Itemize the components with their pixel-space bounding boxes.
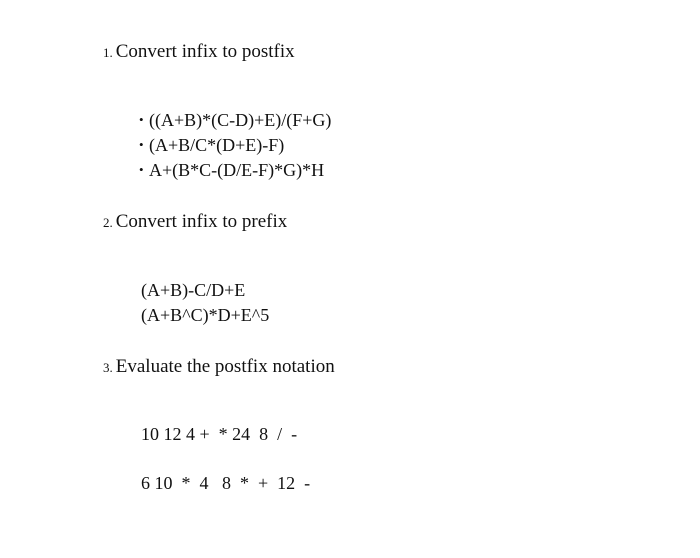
question-2-item — [123, 284, 269, 347]
question-3-number: 3. — [103, 360, 113, 375]
expression-text: A+(B*C-(D/E-F)*G)*H — [149, 160, 325, 180]
expression-text: ((A+B)*(C-D)+E)/(F+G) — [149, 110, 332, 130]
question-3-title: Evaluate the postfix notation — [115, 356, 335, 377]
question-2-title: Convert infix to prefix — [115, 211, 288, 232]
expression-text: (A+B)-C/D+E — [141, 280, 246, 300]
expression-text: 10 12 4 + * 24 8 / - — [141, 424, 298, 444]
question-2-heading — [103, 211, 287, 234]
bullet-icon: • — [139, 162, 144, 177]
bullet-icon: • — [139, 137, 144, 152]
question-1-number: 1. — [103, 45, 113, 60]
question-2-number: 2. — [103, 215, 113, 230]
expression-text: 6 10 * 4 8 * + 12 - — [141, 473, 311, 493]
question-3-heading — [103, 356, 335, 379]
question-3-item — [123, 452, 310, 515]
bullet-icon: • — [139, 112, 144, 127]
expression-text: (A+B/C*(D+E)-F) — [149, 135, 285, 155]
question-1-heading — [103, 41, 295, 64]
expression-text: (A+B^C)*D+E^5 — [141, 305, 270, 325]
question-1-item — [121, 138, 324, 202]
question-1-title: Convert infix to postfix — [115, 41, 295, 62]
